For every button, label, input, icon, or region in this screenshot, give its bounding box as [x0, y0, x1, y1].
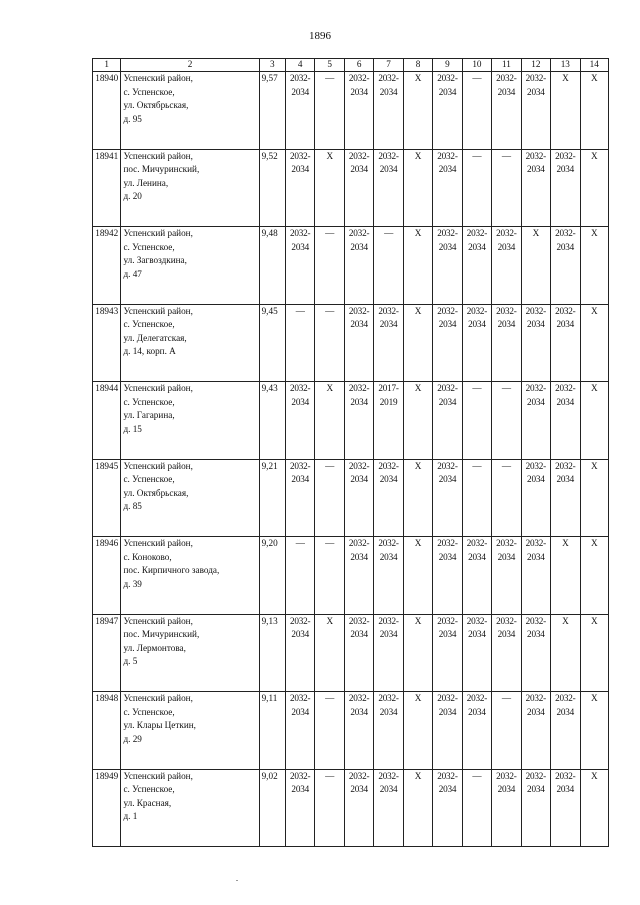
column-13-cell: X — [551, 537, 580, 615]
column-4-cell: 2032- 2034 — [285, 72, 314, 150]
address-cell: Успенский район, с. Успенское, ул. Клары Цеткин, д. 29 — [121, 692, 259, 770]
table-body — [93, 72, 609, 847]
column-4-cell: 2032- 2034 — [285, 382, 314, 460]
address-cell: Успенский район, с. Успенское, ул. Красная, д. 1 — [121, 769, 259, 847]
column-9-cell: 2032- 2034 — [433, 614, 462, 692]
column-12-cell: 2032- 2034 — [521, 72, 550, 150]
column-5-cell: — — [315, 769, 344, 847]
column-14-cell: X — [580, 382, 608, 460]
column-10-cell: 2032- 2034 — [462, 304, 491, 382]
column-8-cell: X — [403, 614, 432, 692]
column-6-cell: 2032- 2034 — [344, 459, 373, 537]
column-header-13: 13 — [551, 59, 580, 72]
record-number: 18946 — [93, 537, 121, 615]
value-cell: 9,45 — [259, 304, 285, 382]
column-5-cell: — — [315, 227, 344, 305]
record-number: 18942 — [93, 227, 121, 305]
column-13-cell: 2032- 2034 — [551, 459, 580, 537]
column-11-cell: 2032- 2034 — [492, 537, 521, 615]
column-header-4: 4 — [285, 59, 314, 72]
column-9-cell: 2032- 2034 — [433, 227, 462, 305]
column-6-cell: 2032- 2034 — [344, 227, 373, 305]
record-number: 18948 — [93, 692, 121, 770]
column-7-cell: 2032- 2034 — [374, 72, 403, 150]
address-cell: Успенский район, пос. Мичуринский, ул. Ленина, д. 20 — [121, 149, 259, 227]
column-4-cell: 2032- 2034 — [285, 459, 314, 537]
column-header-6: 6 — [344, 59, 373, 72]
column-8-cell: X — [403, 769, 432, 847]
column-9-cell: 2032- 2034 — [433, 149, 462, 227]
column-6-cell: 2032- 2034 — [344, 692, 373, 770]
value-cell: 9,48 — [259, 227, 285, 305]
column-7-cell: 2032- 2034 — [374, 614, 403, 692]
column-6-cell: 2032- 2034 — [344, 382, 373, 460]
column-8-cell: X — [403, 537, 432, 615]
column-13-cell: 2032- 2034 — [551, 382, 580, 460]
column-11-cell: 2032- 2034 — [492, 614, 521, 692]
table-row — [93, 537, 609, 615]
column-header-5: 5 — [315, 59, 344, 72]
value-cell: 9,11 — [259, 692, 285, 770]
column-13-cell: 2032- 2034 — [551, 227, 580, 305]
column-5-cell: — — [315, 692, 344, 770]
column-11-cell: — — [492, 382, 521, 460]
value-cell: 9,21 — [259, 459, 285, 537]
column-header-12: 12 — [521, 59, 550, 72]
column-8-cell: X — [403, 149, 432, 227]
address-cell: Успенский район, с. Успенское, ул. Октябрьская, д. 85 — [121, 459, 259, 537]
table-row — [93, 149, 609, 227]
column-11-cell: — — [492, 459, 521, 537]
column-6-cell: 2032- 2034 — [344, 149, 373, 227]
record-number: 18944 — [93, 382, 121, 460]
column-5-cell: — — [315, 459, 344, 537]
column-13-cell: X — [551, 72, 580, 150]
column-9-cell: 2032- 2034 — [433, 382, 462, 460]
table-row — [93, 769, 609, 847]
address-cell: Успенский район, пос. Мичуринский, ул. Лермонтова, д. 5 — [121, 614, 259, 692]
column-8-cell: X — [403, 72, 432, 150]
column-11-cell: 2032- 2034 — [492, 304, 521, 382]
table-row — [93, 304, 609, 382]
column-9-cell: 2032- 2034 — [433, 72, 462, 150]
column-10-cell: — — [462, 149, 491, 227]
column-5-cell: X — [315, 149, 344, 227]
column-7-cell: 2032- 2034 — [374, 769, 403, 847]
column-8-cell: X — [403, 304, 432, 382]
column-header-14: 14 — [580, 59, 608, 72]
column-8-cell: X — [403, 382, 432, 460]
column-10-cell: — — [462, 769, 491, 847]
value-cell: 9,20 — [259, 537, 285, 615]
column-14-cell: X — [580, 614, 608, 692]
table-row — [93, 459, 609, 537]
column-header-8: 8 — [403, 59, 432, 72]
column-5-cell: X — [315, 382, 344, 460]
column-13-cell: 2032- 2034 — [551, 149, 580, 227]
column-10-cell: 2032- 2034 — [462, 692, 491, 770]
column-12-cell: 2032- 2034 — [521, 459, 550, 537]
address-cell: Успенский район, с. Успенское, ул. Гагарина, д. 15 — [121, 382, 259, 460]
register-table — [92, 58, 609, 847]
column-7-cell: 2032- 2034 — [374, 692, 403, 770]
column-14-cell: X — [580, 149, 608, 227]
column-9-cell: 2032- 2034 — [433, 304, 462, 382]
column-6-cell: 2032- 2034 — [344, 614, 373, 692]
value-cell: 9,43 — [259, 382, 285, 460]
scan-speck — [236, 880, 238, 881]
column-14-cell: X — [580, 692, 608, 770]
column-14-cell: X — [580, 227, 608, 305]
column-11-cell: — — [492, 149, 521, 227]
column-7-cell: 2017- 2019 — [374, 382, 403, 460]
column-7-cell: 2032- 2034 — [374, 459, 403, 537]
column-5-cell: — — [315, 72, 344, 150]
column-12-cell: 2032- 2034 — [521, 537, 550, 615]
column-10-cell: — — [462, 382, 491, 460]
column-header-9: 9 — [433, 59, 462, 72]
column-9-cell: 2032- 2034 — [433, 459, 462, 537]
column-10-cell: 2032- 2034 — [462, 537, 491, 615]
column-8-cell: X — [403, 459, 432, 537]
column-9-cell: 2032- 2034 — [433, 692, 462, 770]
column-header-1: 1 — [93, 59, 121, 72]
column-11-cell: 2032- 2034 — [492, 227, 521, 305]
address-cell: Успенский район, с. Успенское, ул. Загвоздкина, д. 47 — [121, 227, 259, 305]
column-4-cell: 2032- 2034 — [285, 692, 314, 770]
record-number: 18940 — [93, 72, 121, 150]
column-header-3: 3 — [259, 59, 285, 72]
address-cell: Успенский район, с. Успенское, ул. Октябрьская, д. 95 — [121, 72, 259, 150]
column-14-cell: X — [580, 769, 608, 847]
address-cell: Успенский район, с. Успенское, ул. Делегатская, д. 14, корп. А — [121, 304, 259, 382]
column-5-cell: X — [315, 614, 344, 692]
table-row — [93, 72, 609, 150]
column-13-cell: 2032- 2034 — [551, 692, 580, 770]
value-cell: 9,57 — [259, 72, 285, 150]
column-12-cell: 2032- 2034 — [521, 304, 550, 382]
column-10-cell: 2032- 2034 — [462, 614, 491, 692]
column-4-cell: — — [285, 537, 314, 615]
column-4-cell: 2032- 2034 — [285, 769, 314, 847]
column-8-cell: X — [403, 692, 432, 770]
table-row — [93, 692, 609, 770]
table-row — [93, 614, 609, 692]
address-cell: Успенский район, с. Коноково, пос. Кирпичного завода, д. 39 — [121, 537, 259, 615]
column-13-cell: X — [551, 614, 580, 692]
column-header-2: 2 — [121, 59, 259, 72]
column-14-cell: X — [580, 72, 608, 150]
record-number: 18947 — [93, 614, 121, 692]
value-cell: 9,13 — [259, 614, 285, 692]
column-12-cell: 2032- 2034 — [521, 614, 550, 692]
header-row — [93, 59, 609, 72]
column-5-cell: — — [315, 537, 344, 615]
column-12-cell: 2032- 2034 — [521, 149, 550, 227]
record-number: 18949 — [93, 769, 121, 847]
column-12-cell: X — [521, 227, 550, 305]
column-4-cell: 2032- 2034 — [285, 227, 314, 305]
value-cell: 9,52 — [259, 149, 285, 227]
column-10-cell: — — [462, 72, 491, 150]
column-14-cell: X — [580, 537, 608, 615]
column-6-cell: 2032- 2034 — [344, 537, 373, 615]
column-7-cell: — — [374, 227, 403, 305]
column-8-cell: X — [403, 227, 432, 305]
column-13-cell: 2032- 2034 — [551, 304, 580, 382]
column-9-cell: 2032- 2034 — [433, 769, 462, 847]
column-11-cell: 2032- 2034 — [492, 72, 521, 150]
column-14-cell: X — [580, 459, 608, 537]
table-row — [93, 382, 609, 460]
column-12-cell: 2032- 2034 — [521, 769, 550, 847]
column-9-cell: 2032- 2034 — [433, 537, 462, 615]
column-12-cell: 2032- 2034 — [521, 692, 550, 770]
page-number: 1896 — [309, 30, 331, 42]
column-6-cell: 2032- 2034 — [344, 304, 373, 382]
column-10-cell: — — [462, 459, 491, 537]
column-header-11: 11 — [492, 59, 521, 72]
column-header-10: 10 — [462, 59, 491, 72]
value-cell: 9,02 — [259, 769, 285, 847]
column-6-cell: 2032- 2034 — [344, 72, 373, 150]
column-4-cell: 2032- 2034 — [285, 149, 314, 227]
record-number: 18943 — [93, 304, 121, 382]
table-row — [93, 227, 609, 305]
column-10-cell: 2032- 2034 — [462, 227, 491, 305]
column-6-cell: 2032- 2034 — [344, 769, 373, 847]
column-12-cell: 2032- 2034 — [521, 382, 550, 460]
column-7-cell: 2032- 2034 — [374, 304, 403, 382]
column-11-cell: 2032- 2034 — [492, 769, 521, 847]
record-number: 18941 — [93, 149, 121, 227]
column-7-cell: 2032- 2034 — [374, 149, 403, 227]
column-7-cell: 2032- 2034 — [374, 537, 403, 615]
column-5-cell: — — [315, 304, 344, 382]
column-4-cell: — — [285, 304, 314, 382]
column-14-cell: X — [580, 304, 608, 382]
column-11-cell: — — [492, 692, 521, 770]
column-13-cell: 2032- 2034 — [551, 769, 580, 847]
column-4-cell: 2032- 2034 — [285, 614, 314, 692]
record-number: 18945 — [93, 459, 121, 537]
column-header-7: 7 — [374, 59, 403, 72]
